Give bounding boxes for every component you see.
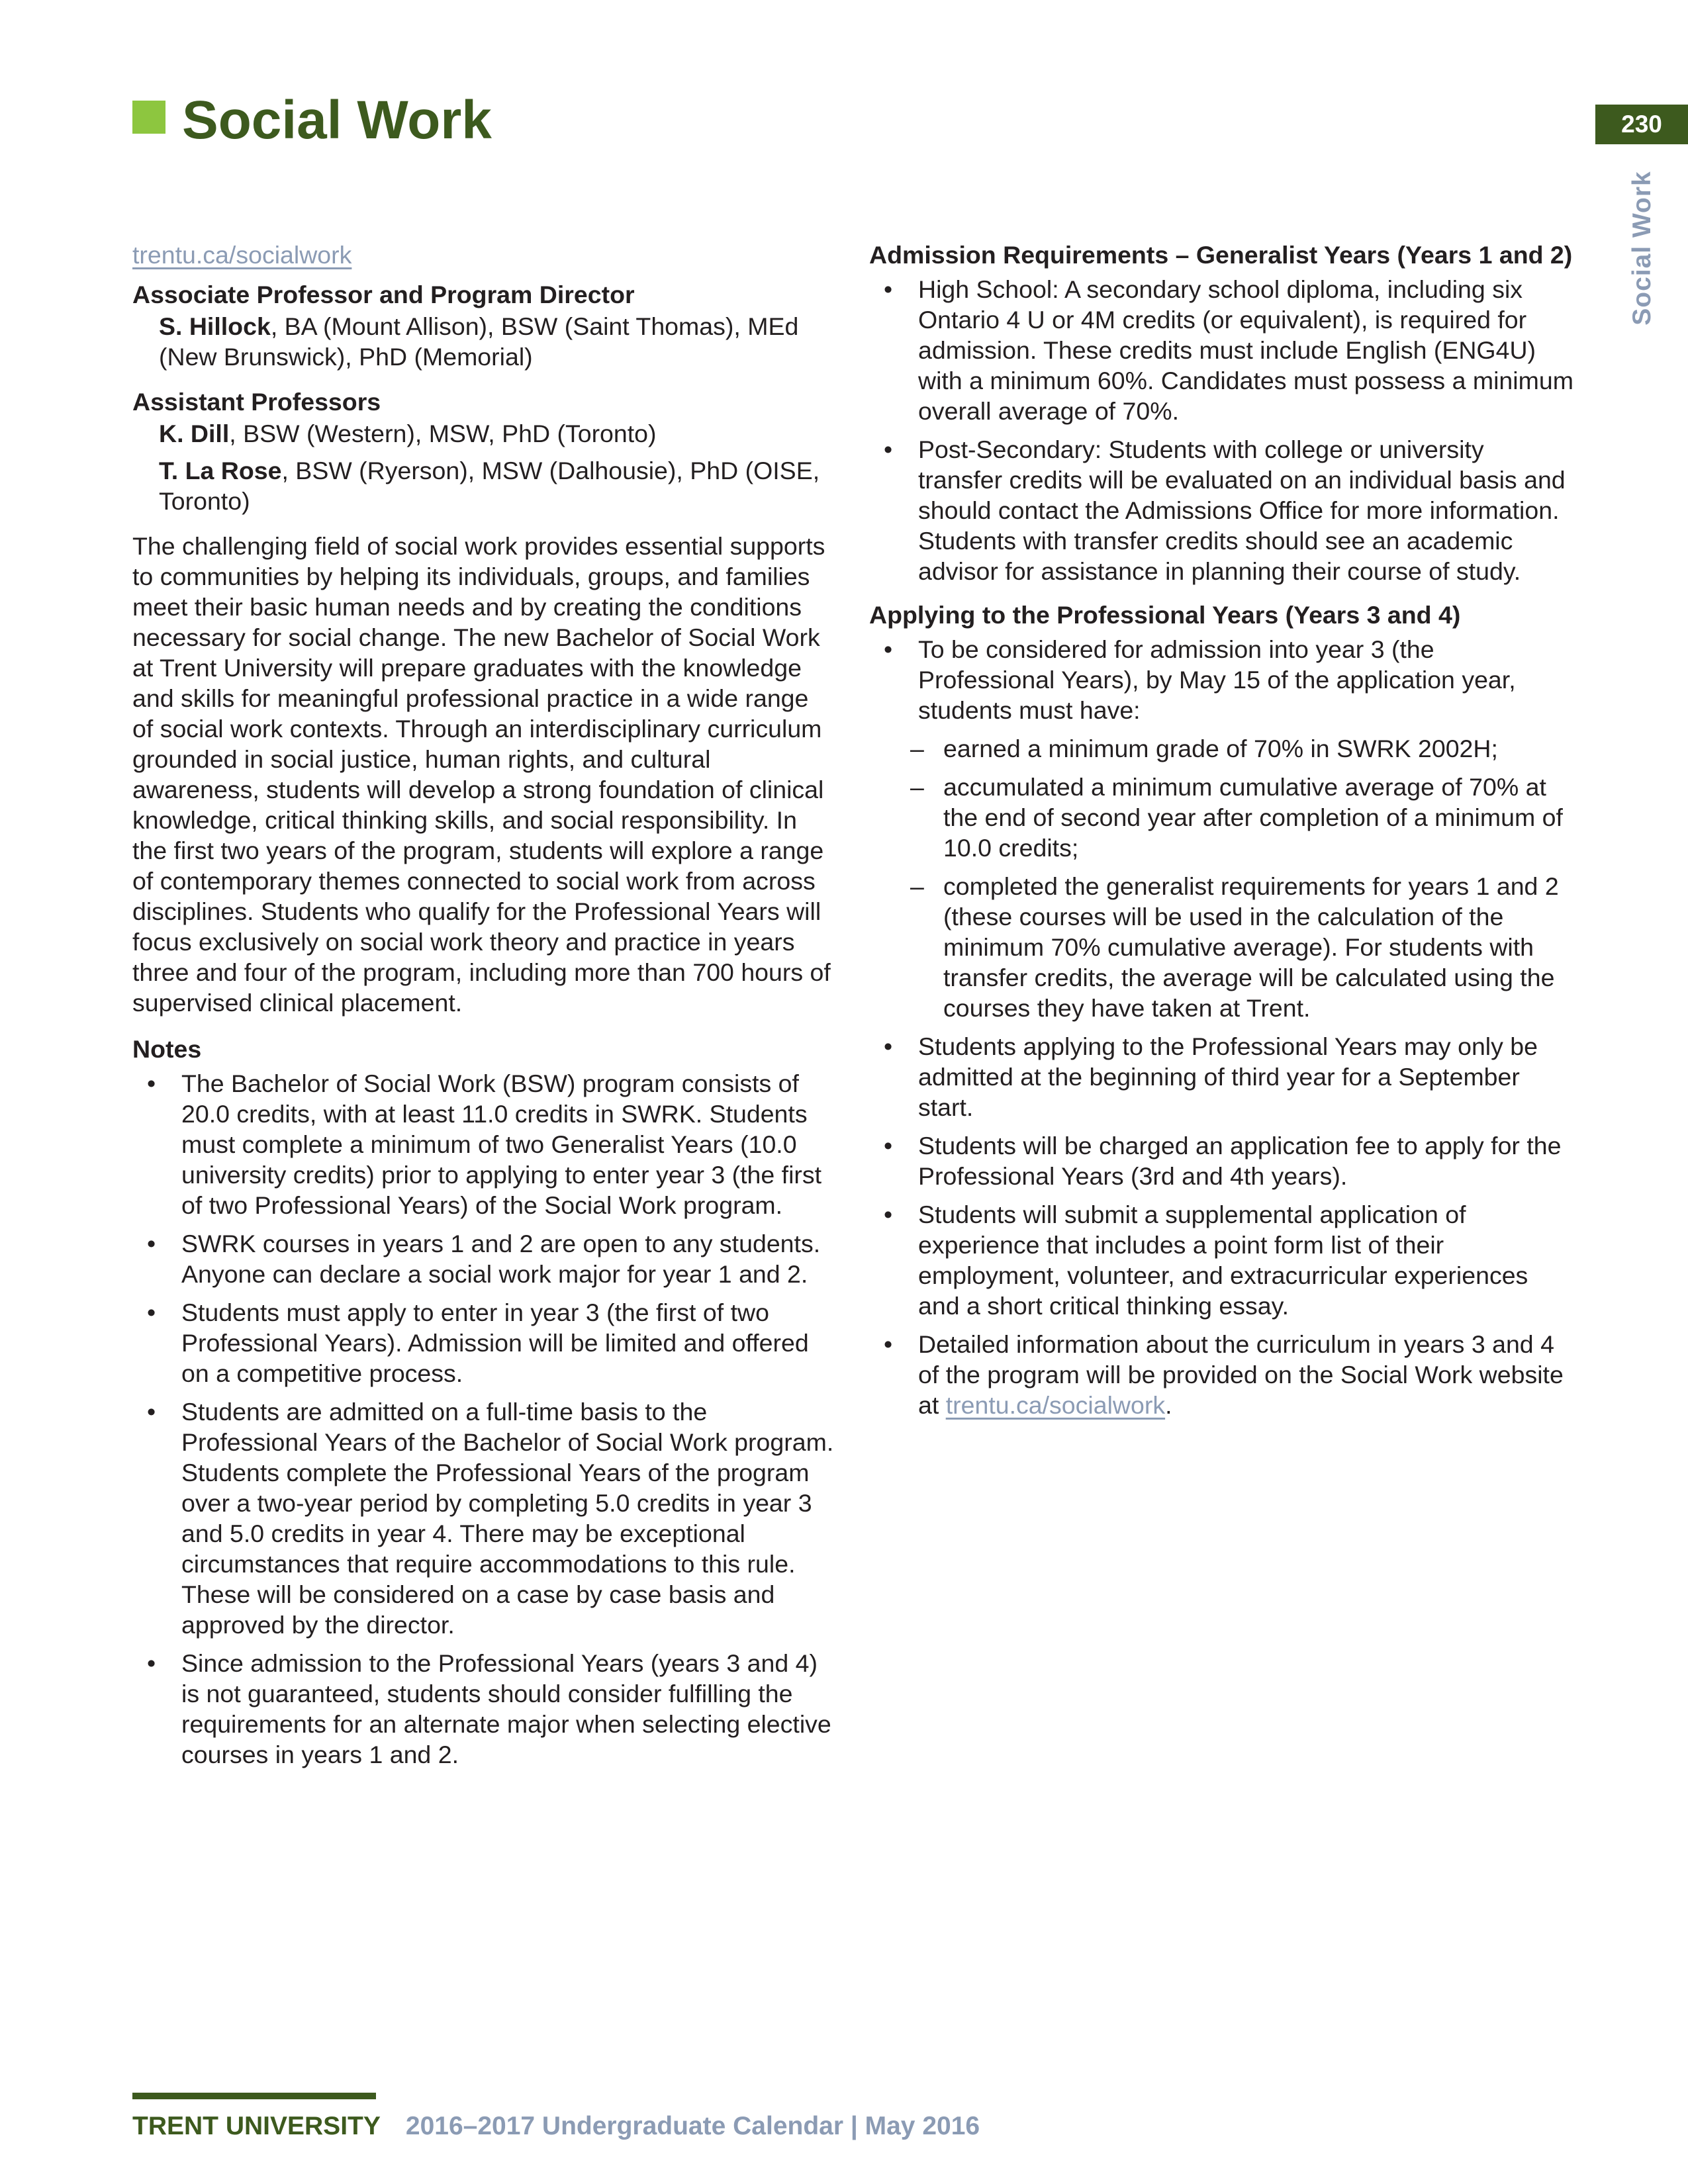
sublist-item: – accumulated a minimum cumulative average of 70% at the end of second year after completion of a minimum of 10.0 credits; (869, 772, 1574, 863)
admission-heading: Admission Requirements – Generalist Years (Years 1 and 2) (869, 241, 1573, 269)
list-item: • Students will submit a supplemental application of experience that includes a point form list of their employment, volunteer, and extracurricular experiences and a short critical thinking essay. (869, 1199, 1574, 1321)
program-description: The challenging field of social work provides essential supports to communities by helping its individuals, groups, and families meet their basic human needs and by creating the conditions necessary for social change. The new Bachelor of Social Work at Trent University will prepare graduates with the knowledge and skills for meaningful professional practice in a wide range of social work contexts. Through an interdisciplinary curriculum grounded in social justice, human rights, and cultural awareness, students will develop a strong foundation of clinical knowledge, critical thinking skills, and social responsibility. In the first two years of the program, students will explore a range of contemporary themes connected to social work from across disciplines. Students who qualify for the Professional Years will focus exclusively on social work theory and practice in years three and four of the program, including more than 700 hours of supervised clinical placement. (132, 532, 831, 1017)
faculty-credentials: , BSW (Ryerson), MSW (Dalhousie), PhD (OISE, Toronto) (159, 457, 820, 515)
faculty-name: S. Hillock (159, 312, 271, 340)
notes-heading: Notes (132, 1035, 202, 1063)
list-item: • Students are admitted on a full-time basis to the Professional Years of the Bachelor of Social Work program. Students complete the Professional Years of the program over a two-year period by completing 5.0 credits in year 3 and 5.0 credits in year 4. There may be exceptional circumstances that require accommodations to this rule. These will be considered on a case by case basis and approved by the director. (132, 1396, 834, 1640)
list-item (869, 1329, 1574, 1420)
sublist-item: – completed the generalist requirements for years 1 and 2 (these courses will be used in the calculation of the minimum 70% cumulative average). For students with transfer credits, the average will be calculated using the courses they have taken at Trent. (869, 871, 1574, 1023)
list-item-text: Detailed information about the curriculum in years 3 and 4 of the program will be provided on the Social Work website at (918, 1330, 1564, 1419)
sublist-item: – earned a minimum grade of 70% in SWRK 2002H; (869, 733, 1574, 764)
footer-rule (132, 2093, 376, 2099)
right-column (869, 240, 1574, 1428)
list-item: • Since admission to the Professional Years (years 3 and 4) is not guaranteed, students should consider fulfilling the requirements for an alternate major when selecting elective courses in years 1 and 2. (132, 1648, 834, 1770)
list-item: • Students applying to the Professional Years may only be admitted at the beginning of third year for a September start. (869, 1031, 1574, 1122)
footer-calendar: 2016–2017 Undergraduate Calendar | May 2016 (405, 2112, 980, 2140)
list-item: • Post-Secondary: Students with college or university transfer credits will be evaluated on an individual basis and should contact the Admissions Office for more information. Students with transfer credits should see an academic advisor for assistance in planning their course of study. (869, 434, 1574, 586)
side-tab (1620, 172, 1664, 324)
faculty-credentials: , BA (Mount Allison), BSW (Saint Thomas), MEd (New Brunswick), PhD (Memorial) (159, 312, 799, 371)
side-tab-label: Social Work (1628, 171, 1656, 326)
faculty-name: T. La Rose (159, 457, 282, 484)
director-heading: Associate Professor and Program Director (132, 281, 635, 308)
applying-list-continued (869, 1031, 1574, 1420)
title-square-icon (132, 101, 165, 134)
faculty-entry (159, 311, 834, 372)
assistant-professors-heading: Assistant Professors (132, 388, 381, 416)
footer (132, 2110, 980, 2143)
faculty-entry (159, 418, 834, 449)
footer-university: TRENT UNIVERSITY (132, 2112, 381, 2140)
admission-list (869, 274, 1574, 586)
list-item-text: To be considered for admission into year 3 (the Professional Years), by May 15 of the application year, students must have: (918, 635, 1516, 724)
list-item (869, 634, 1574, 725)
program-website-link[interactable]: trentu.ca/socialwork (945, 1391, 1166, 1419)
list-item: • Students will be charged an application fee to apply for the Professional Years (3rd and 4th years). (869, 1130, 1574, 1191)
applying-heading: Applying to the Professional Years (Years 3 and 4) (869, 601, 1461, 629)
left-column (132, 240, 834, 1778)
requirements-sublist (869, 733, 1574, 1023)
program-website-link[interactable]: trentu.ca/socialwork (132, 241, 352, 269)
notes-list (132, 1068, 834, 1770)
faculty-name: K. Dill (159, 420, 230, 447)
list-item: • High School: A secondary school diploma, including six Ontario 4 U or 4M credits (or equivalent), is required for admission. These credits must include English (ENG4U) with a minimum 60%. Candidates must possess a minimum overall average of 70%. (869, 274, 1574, 426)
list-item: • Students must apply to enter in year 3 (the first of two Professional Years). Admission will be limited and offered on a competitive process. (132, 1297, 834, 1388)
faculty-entry (159, 455, 834, 516)
page-title: Social Work (182, 90, 492, 150)
list-item: • The Bachelor of Social Work (BSW) program consists of 20.0 credits, with at least 11.0 credits in SWRK. Students must complete a minimum of two Generalist Years (10.0 university credits) prior to applying to enter year 3 (the first of two Professional Years) of the Social Work program. (132, 1068, 834, 1220)
list-item-end: . (1165, 1391, 1172, 1419)
applying-list (869, 634, 1574, 725)
list-item: • SWRK courses in years 1 and 2 are open to any students. Anyone can declare a social work major for year 1 and 2. (132, 1228, 834, 1289)
faculty-credentials: , BSW (Western), MSW, PhD (Toronto) (229, 420, 657, 447)
page-number-badge: 230 (1595, 105, 1688, 144)
